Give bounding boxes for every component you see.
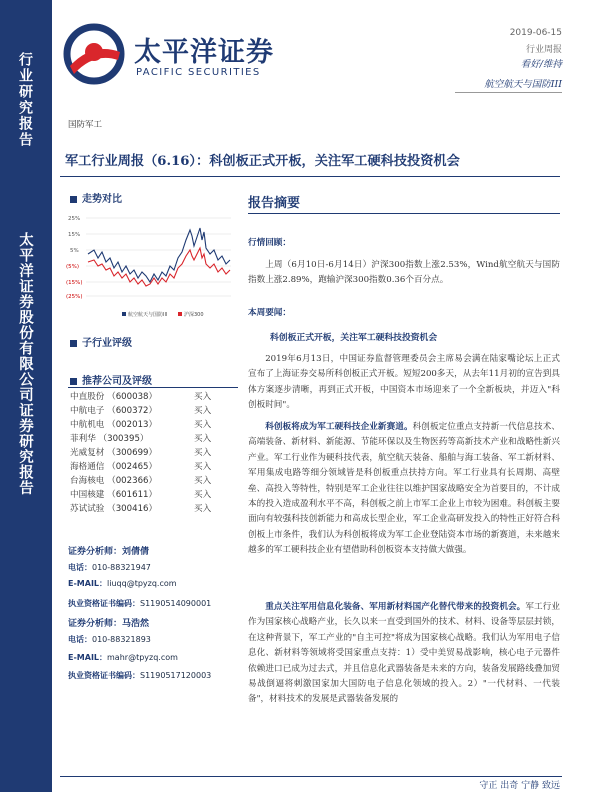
- analyst-1-email: E-MAIL：liuqq@tpyzq.com: [68, 579, 177, 588]
- analyst-2-email: E-MAIL：mahr@tpyzq.com: [68, 653, 178, 662]
- logo-mark-icon: [62, 22, 126, 86]
- header-rule: [455, 92, 562, 93]
- series-aerospace-line: [88, 228, 230, 282]
- recommend-heading: 推荐公司及评级: [70, 372, 152, 387]
- stock-row: 台海核电 （002366） 买入: [70, 476, 212, 486]
- stock-row: 海格通信 （002465） 买入: [70, 462, 212, 472]
- stock-row: 中直股份 （600038） 买入: [70, 392, 212, 402]
- y-tick-1: 15%: [68, 232, 81, 238]
- y-tick-4: (15%): [66, 280, 83, 286]
- analyst-1-cert: 执业资格证书编码：S1190514090001: [68, 599, 212, 608]
- title-rule: [60, 176, 560, 177]
- footer-rule: [60, 776, 562, 777]
- analyst-2-name: 证券分析师：马浩然: [68, 619, 150, 629]
- paragraph-3: 重点关注军用信息化装备、军用新材料国产化替代带来的投资机会。军工行业作为国家核心战略产业，长久以来一直受到国外的技术、材料、设备等层层封锁，在这种背景下，军工产业的"自主可控"将成为国家核心战略。我们认为军用电子信息化、新材料等领域将受国家重点支持：1）受中美贸易战影响，核心电子元器件依赖进口已成为过去式，并且信息化武器装备是未来的方向，装备发展路线叠加贸易战倒逼将刺激国家加大国防电子信息化领域的投入。2）"一代材料、一代装备"，材料技术的发展是武器装备发展的: [248, 602, 560, 705]
- paragraph-2: 科创板将成为军工硬科技企业新赛道。科创板定位重点支持新一代信息技术、高端装备、新材料、新能源、节能环保以及生物医药等高新技术产业和战略性新兴产业。军工行业作为硬科技代表，航空航天装备、船舶与海工装备、军工新材料、军用集成电路等细分领域皆是科创板重点扶持方向。军工行业具有长周期、高壁垒、高投入等特性，特别是军工企业往往以维护国家战略安全为首要目的，不计成本的投入造成盈利水平不高，科创板之前上市军工企业上市较为困难。科创板主要面向有较强科技创新能力和高成长型企业，军工企业高研发投入的特性正好符合科创板上市条件，我们认为科创板将成为军工企业登陆资本市场的新赛道，未来越来越多的军工硬科技企业有望借助科创板资本支持做大做强。: [248, 422, 560, 556]
- trend-chart: [66, 212, 234, 332]
- report-type: 行业周报: [525, 45, 562, 55]
- footer-slogan: 守正 出奇 宁静 致远: [479, 781, 560, 791]
- paragraph-1: 2019年6月13日，中国证券监督管理委员会主席易会满在陆家嘴论坛上正式宣布了上海证券交易所科创板正式开板。短短200多天，从去年11月初的宣告到具体方案逐步清晰，再到正式开板，中国资本市场迎来了一个全新板块，并迈入"科创板时间"。: [248, 354, 560, 411]
- y-tick-5: (25%): [66, 294, 83, 300]
- trend-chart-svg: [66, 212, 234, 332]
- industry-name: 航空航天与国防III: [484, 79, 562, 90]
- industry-rating: 看好/维持: [520, 59, 562, 70]
- category-label: 国防军工: [68, 120, 103, 130]
- bullet-square-icon: [70, 378, 77, 385]
- logo-cn: 太平洋证券: [134, 37, 274, 68]
- legend-a-label: 航空航天与国防III: [128, 312, 168, 318]
- stock-row: 菲利华 （300395） 买入: [70, 434, 212, 444]
- review-paragraph: 上周（6月10日-6月14日）沪深300指数上涨2.53%，Wind航空航天与国防指数上涨2.89%，跑输沪深300指数0.36个百分点。: [248, 260, 560, 286]
- series-hs300-line: [88, 248, 230, 286]
- review-heading: 行情回顾：: [248, 238, 291, 248]
- legend-a-swatch: [122, 312, 126, 316]
- analyst-2-cert: 执业资格证书编码：S1190517120003: [68, 671, 212, 680]
- logo-en: PACIFIC SECURITIES: [136, 67, 261, 78]
- analyst-1-name: 证券分析师：刘倩倩: [68, 547, 150, 557]
- stock-row: 中航机电 （002013） 买入: [70, 420, 212, 430]
- stock-row: 中国核建 （601611） 买入: [70, 490, 212, 500]
- bullet-square-icon: [70, 196, 77, 203]
- sidebar-bottom-band: [0, 192, 52, 792]
- sub-rating-heading: 子行业评级: [70, 334, 132, 349]
- summary-heading: 报告摘要: [248, 196, 301, 211]
- stock-row: 中航电子 （600372） 买入: [70, 406, 212, 416]
- key-news-heading: 本周要闻：: [248, 308, 291, 318]
- y-tick-2: 5%: [70, 248, 79, 254]
- sidebar-top-band: [0, 0, 52, 192]
- key-news-subheading: 科创板正式开板，关注军工硬科技投资机会: [270, 333, 438, 343]
- trend-heading: 走势对比: [70, 190, 122, 205]
- summary-rule: [248, 213, 560, 214]
- stock-row: 苏试试验 （300416） 买入: [70, 504, 212, 514]
- report-date: 2019-06-15: [509, 28, 562, 38]
- analyst-1-phone: 电话：010-88321947: [68, 563, 151, 572]
- legend-b-label: 沪深300: [184, 312, 204, 318]
- sidebar-bottom-text: 太平洋证券股份有限公司证券研究报告: [17, 232, 34, 496]
- y-tick-3: (5%): [66, 264, 80, 270]
- analyst-2-phone: 电话：010-88321893: [68, 635, 151, 644]
- recommend-divider: [68, 387, 238, 388]
- y-tick-0: 25%: [68, 216, 81, 222]
- bullet-square-icon: [70, 340, 77, 347]
- company-logo: [62, 22, 312, 94]
- report-title: 军工行业周报（6.16）：科创板正式开板，关注军工硬科技投资机会: [65, 154, 460, 169]
- legend-b-swatch: [178, 312, 182, 316]
- sidebar-top-text: 行业研究报告: [17, 52, 33, 148]
- stock-row: 光威复材 （300699） 买入: [70, 448, 212, 458]
